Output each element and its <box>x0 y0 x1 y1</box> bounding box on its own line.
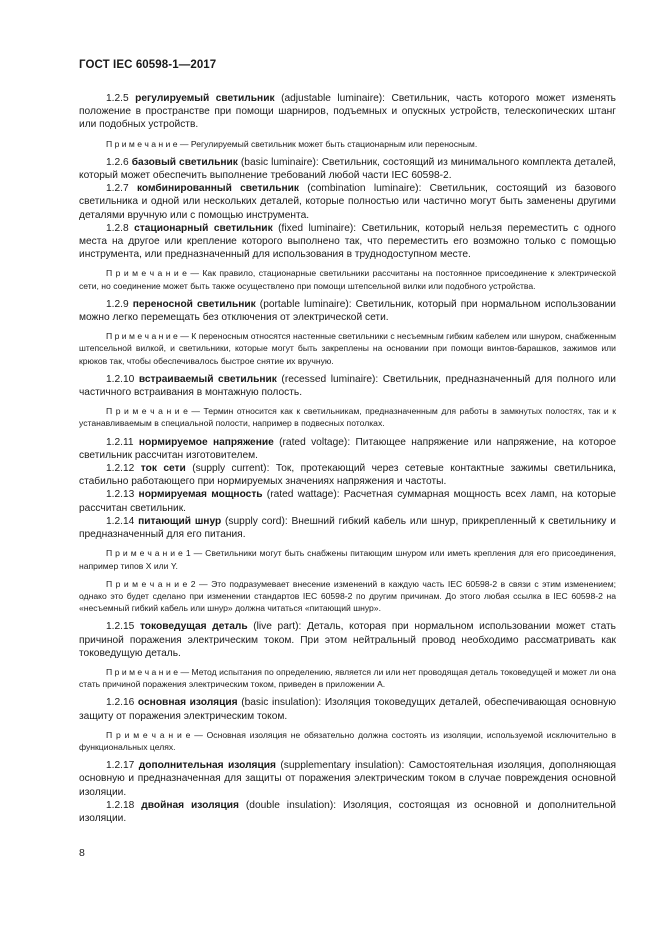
note-label: П р и м е ч а н и е <box>106 666 181 677</box>
clause-number: 1.2.18 <box>106 799 142 811</box>
clause-number: 1.2.10 <box>106 373 139 385</box>
defined-term: основная изоляция <box>137 697 238 709</box>
page-number: 8 <box>79 847 85 859</box>
clause-number: 1.2.13 <box>106 489 139 501</box>
definition-text: (recessed luminaire): Светильник, предназначенный для полного или частичного встраивания в монтажную полость. <box>79 373 616 399</box>
note-paragraph <box>79 138 616 150</box>
note-text: — К переносным относятся настенные светильники с несъемным гибким кабелем или шнуром, снабженным штепсельной вилкой, и светильники, которые могут быть закреплены на основании при помощи винтов-барашков, зажимов или крюков так, чтобы обеспечивалось быстрое снятие их вручную. <box>79 331 617 366</box>
definition-paragraph <box>79 620 616 660</box>
clause-number: 1.2.16 <box>106 697 138 709</box>
clause-number: 1.2.12 <box>106 463 141 475</box>
clause-number: 1.2.11 <box>106 436 139 448</box>
note-label: П р и м е ч а н и е <box>106 729 195 740</box>
defined-term: регулируемый светильник <box>135 93 275 104</box>
defined-term: питающий шнур <box>138 515 222 527</box>
clause-number: 1.2.15 <box>106 621 140 633</box>
note-paragraph <box>79 729 616 753</box>
note-paragraph <box>79 578 616 615</box>
note-paragraph <box>79 267 616 291</box>
definition-text: (adjustable luminaire): Светильник, часть которого может изменять положение в пространстве при помощи шарниров, подъемных и опускных устройств, телескопических штанг или подобных устройств. <box>79 93 616 131</box>
defined-term: нормируемая мощность <box>138 489 263 501</box>
note-paragraph <box>79 405 616 429</box>
note-label: П р и м е ч а н и е <box>106 406 192 417</box>
note-text: — Как правило, стационарные светильники рассчитаны на постоянное присоединение к электрической сети, но соединение может быть также осуществлено при помощи штепсельной вилки или подобного устройства. <box>79 268 616 291</box>
defined-term: стационарный светильник <box>134 222 273 234</box>
definition-paragraph <box>79 515 616 541</box>
definition-text: (rated voltage): Питающее напряжение или напряжение, на которое светильник рассчитан изготовителем. <box>79 436 616 461</box>
definition-text: (combination luminaire): Светильник, состоящий из базового светильника и одной или нескольких деталей, которые полностью или частично могут быть заменены другими деталями вручную или с помощью инструмента. <box>79 183 616 221</box>
clause-number: 1.2.6 <box>106 156 132 168</box>
definition-paragraph <box>79 156 616 182</box>
definition-paragraph <box>79 373 616 399</box>
note-text: — Термин относится как к светильникам, предназначенным для работы в замкнутых полостях, так и к устанавливаемым в специальной полости, например в подвесных потолках. <box>79 406 616 429</box>
note-paragraph <box>79 547 616 571</box>
defined-term: комбинированный светильник <box>136 183 299 195</box>
note-text: — Это подразумевает внесение изменений в каждую часть IEC 60598-2 в связи с этим изменением; однако это будет сделано при изменении стандартов IEC 60598-2 по другим причинам. До этого любая ссылка в IEC 60598-2 на «несъемный гибкий кабель или шнур» должна читаться «питающий шнур». <box>79 578 616 614</box>
note-text: — Основная изоляция не обязательно должна состоять из изоляции, используемой исключительно в функциональных целях. <box>79 729 617 752</box>
defined-term: дополнительная изоляция <box>138 760 276 772</box>
document-body <box>79 92 616 825</box>
definition-text: (portable luminaire): Светильник, который при нормальном использовании можно легко перемещать без отключения от электрической сети. <box>79 298 617 324</box>
definition-text: (rated wattage): Расчетная суммарная мощность всех ламп, на которые рассчитан светильник. <box>79 489 616 514</box>
definition-text: (supplementary insulation): Самостоятельная изоляция, дополняющая основную и предназначенная для защиты от поражения электрическим током в случае повреждения основной изоляции. <box>79 760 616 798</box>
definition-paragraph <box>79 696 616 722</box>
clause-number: 1.2.5 <box>106 93 136 104</box>
document-header: ГОСТ IEC 60598-1—2017 <box>79 59 217 71</box>
defined-term: нормируемое напряжение <box>138 436 274 448</box>
definition-text: (supply cord): Внешний гибкий кабель или шнур, прикрепленный к светильнику и предназначенный для его питания. <box>79 515 616 541</box>
note-paragraph <box>79 330 616 367</box>
note-text: — Светильники могут быть снабжены питающим шнуром или иметь крепления для его присоединения, например типов X или Y. <box>79 548 616 571</box>
note-label: П р и м е ч а н и е <box>106 268 191 279</box>
defined-term: двойная изоляция <box>141 799 239 811</box>
definition-text: (supply current): Ток, протекающий через сетевые контактные зажимы светильника, стабильно работающего при нормируемых значениях напряжения и частоты. <box>79 463 616 488</box>
definition-paragraph <box>79 92 616 132</box>
definition-paragraph <box>79 462 616 488</box>
note-label: П р и м е ч а н и е <box>106 138 180 149</box>
definition-text: (fixed luminaire): Светильник, который нельзя переместить с одного места на другое или крепление которого выполнено так, что переместить его возможно только с помощью инструмента, или предназначенный для использования в труднодоступном месте. <box>79 222 616 261</box>
definition-text: (live part): Деталь, которая при нормальном использовании может стать причиной поражения электрическим током. При этом нейтральный провод необходимо рассматривать как токоведущую деталь. <box>79 621 616 659</box>
definition-paragraph <box>79 182 616 222</box>
note-text: — Регулируемый светильник может быть стационарным или переносным. <box>179 138 478 149</box>
note-paragraph <box>79 666 616 690</box>
clause-number: 1.2.17 <box>106 760 139 772</box>
clause-number: 1.2.9 <box>106 298 133 310</box>
defined-term: токоведущая деталь <box>139 621 248 633</box>
defined-term: встраиваемый светильник <box>138 373 277 385</box>
definition-paragraph <box>79 436 616 462</box>
defined-term: переносной светильник <box>132 298 256 310</box>
definition-text: (basic insulation): Изоляция токоведущих деталей, обеспечивающая основную защиту от поражения электрическим током. <box>79 697 617 722</box>
note-label: П р и м е ч а н и е <box>106 331 181 342</box>
definition-paragraph <box>79 759 616 799</box>
definition-paragraph <box>79 298 616 324</box>
note-label: П р и м е ч а н и е 1 <box>106 548 194 559</box>
defined-term: базовый светильник <box>131 156 238 168</box>
note-text: — Метод испытания по определению, является ли или нет проводящая деталь токоведущей и может ли она стать причиной поражения электрическим током, приведен в приложении А. <box>79 666 617 690</box>
clause-number: 1.2.7 <box>106 183 137 195</box>
clause-number: 1.2.8 <box>106 222 135 234</box>
definition-paragraph <box>79 222 616 262</box>
definition-paragraph <box>79 799 616 825</box>
definition-paragraph <box>79 488 616 514</box>
clause-number: 1.2.14 <box>106 515 139 527</box>
note-label: П р и м е ч а н и е 2 <box>106 578 199 589</box>
defined-term: ток сети <box>140 463 186 475</box>
definition-text: (double insulation): Изоляция, состоящая из основной и дополнительной изоляции. <box>79 799 616 824</box>
definition-text: (basic luminaire): Светильник, состоящий из минимального комплекта деталей, который может обеспечить выполнение требований любой части IEC 60598-2. <box>79 156 616 182</box>
